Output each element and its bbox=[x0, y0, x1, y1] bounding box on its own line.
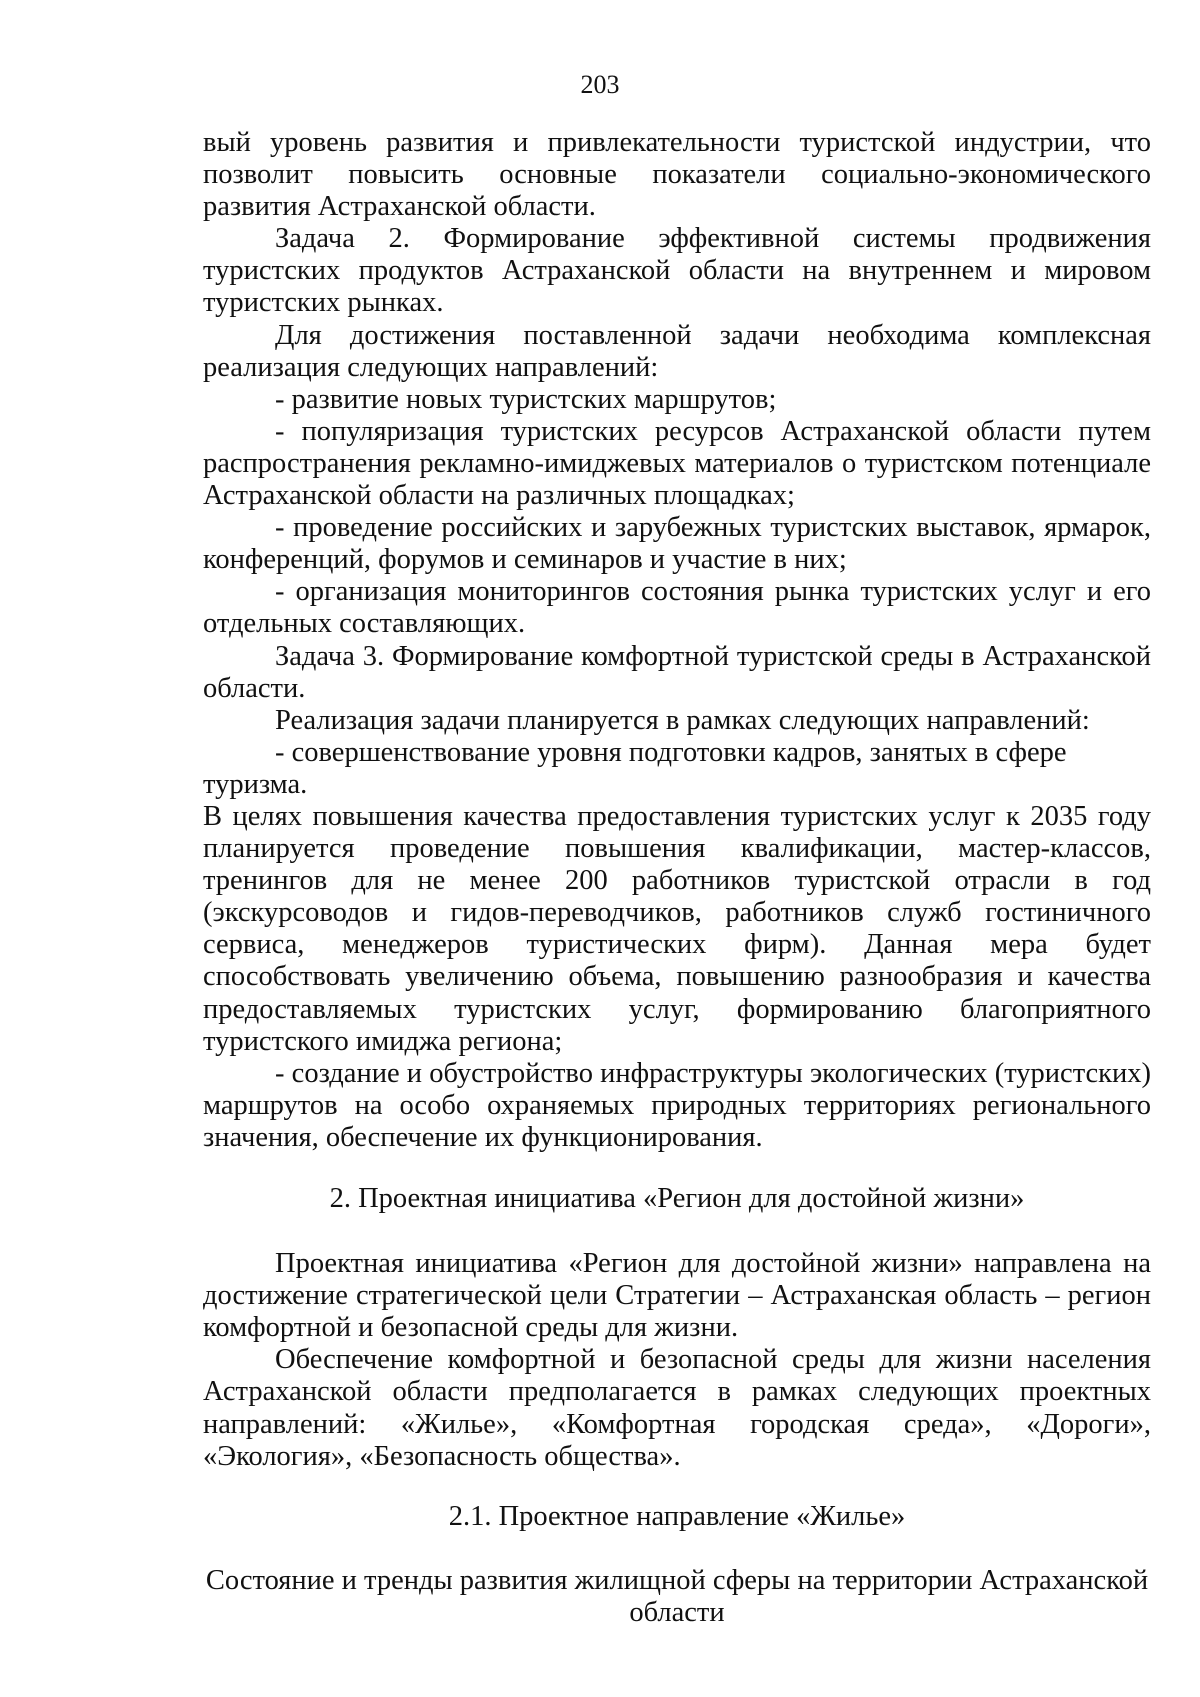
paragraph-training: В целях повышения качества предоставления туристских услуг к 2035 году планируется проведение повышения квалификации, мастер-классов, тренингов для не менее 200 работников туристской отрасли в год (экскурсоводов и гидов-переводчиков, работников служб гостиничного сервиса, менеджеров туристических фирм). Данная мера будет способствовать увеличению объема, повышению разнообразия и качества предоставляемых туристских услуг, формированию благоприятного туристского имиджа региона; bbox=[203, 800, 1151, 1057]
section-heading: 2. Проектная инициатива «Регион для достойной жизни» bbox=[329, 1183, 1025, 1214]
subsection-subheading: Состояние и тренды развития жилищной сферы на территории Астраханской области bbox=[205, 1564, 1149, 1628]
spacer bbox=[203, 1154, 1151, 1183]
list-item: - развитие новых туристских маршрутов; bbox=[275, 383, 777, 415]
paragraph-continued: вый уровень развития и привлекательности туристской индустрии, что позволит повысить основные показатели социально-экономического развития Астраханской области. bbox=[203, 127, 1151, 223]
paragraph-task-3: Задача 3. Формирование комфортной туристской среды в Астраханской области. bbox=[203, 640, 1151, 704]
list-item: - популяризация туристских ресурсов Астраханской области путем распространения рекламно-имиджевых материалов о туристском потенциале Астраханской области на различных площадках; bbox=[203, 415, 1151, 512]
paragraph-task-2: Задача 2. Формирование эффективной системы продвижения туристских продуктов Астраханской области на внутреннем и мировом туристских рынках. bbox=[203, 223, 1151, 319]
paragraph-task-2-directions: Для достижения поставленной задачи необходима комплексная реализация следующих направлений: bbox=[203, 319, 1151, 383]
paragraph-task-3-directions: Реализация задачи планируется в рамках следующих направлений: bbox=[275, 704, 1090, 736]
list-item: - организация мониторингов состояния рынка туристских услуг и его отдельных составляющих. bbox=[203, 576, 1151, 640]
spacer bbox=[203, 1473, 1151, 1501]
list-item: - проведение российских и зарубежных туристских выставок, ярмарок, конференций, форумов и семинаров и участие в них; bbox=[203, 512, 1151, 576]
spacer bbox=[203, 1215, 1151, 1248]
paragraph-initiative: Проектная инициатива «Регион для достойной жизни» направлена на достижение стратегической цели Стратегии – Астраханская область – регион комфортной и безопасной среды для жизни. bbox=[203, 1248, 1151, 1344]
subsection-heading: 2.1. Проектное направление «Жилье» bbox=[448, 1500, 906, 1532]
paragraph-directions: Обеспечение комфортной и безопасной среды для жизни населения Астраханской области предполагается в рамках следующих проектных направлений: «Жилье», «Комфортная городская среда», «Дороги», «Экология», «Безопасность общества». bbox=[203, 1344, 1151, 1472]
list-item: - создание и обустройство инфраструктуры экологических (туристских) маршрутов на особо охраняемых природных территориях регионального значения, обеспечение их функционирования. bbox=[203, 1057, 1151, 1153]
spacer bbox=[203, 1533, 1151, 1565]
page-number: 203 bbox=[580, 70, 620, 99]
list-item: - совершенствование уровня подготовки кадров, занятых в сфере туризма. bbox=[203, 736, 1067, 800]
page-content bbox=[203, 127, 1151, 1629]
